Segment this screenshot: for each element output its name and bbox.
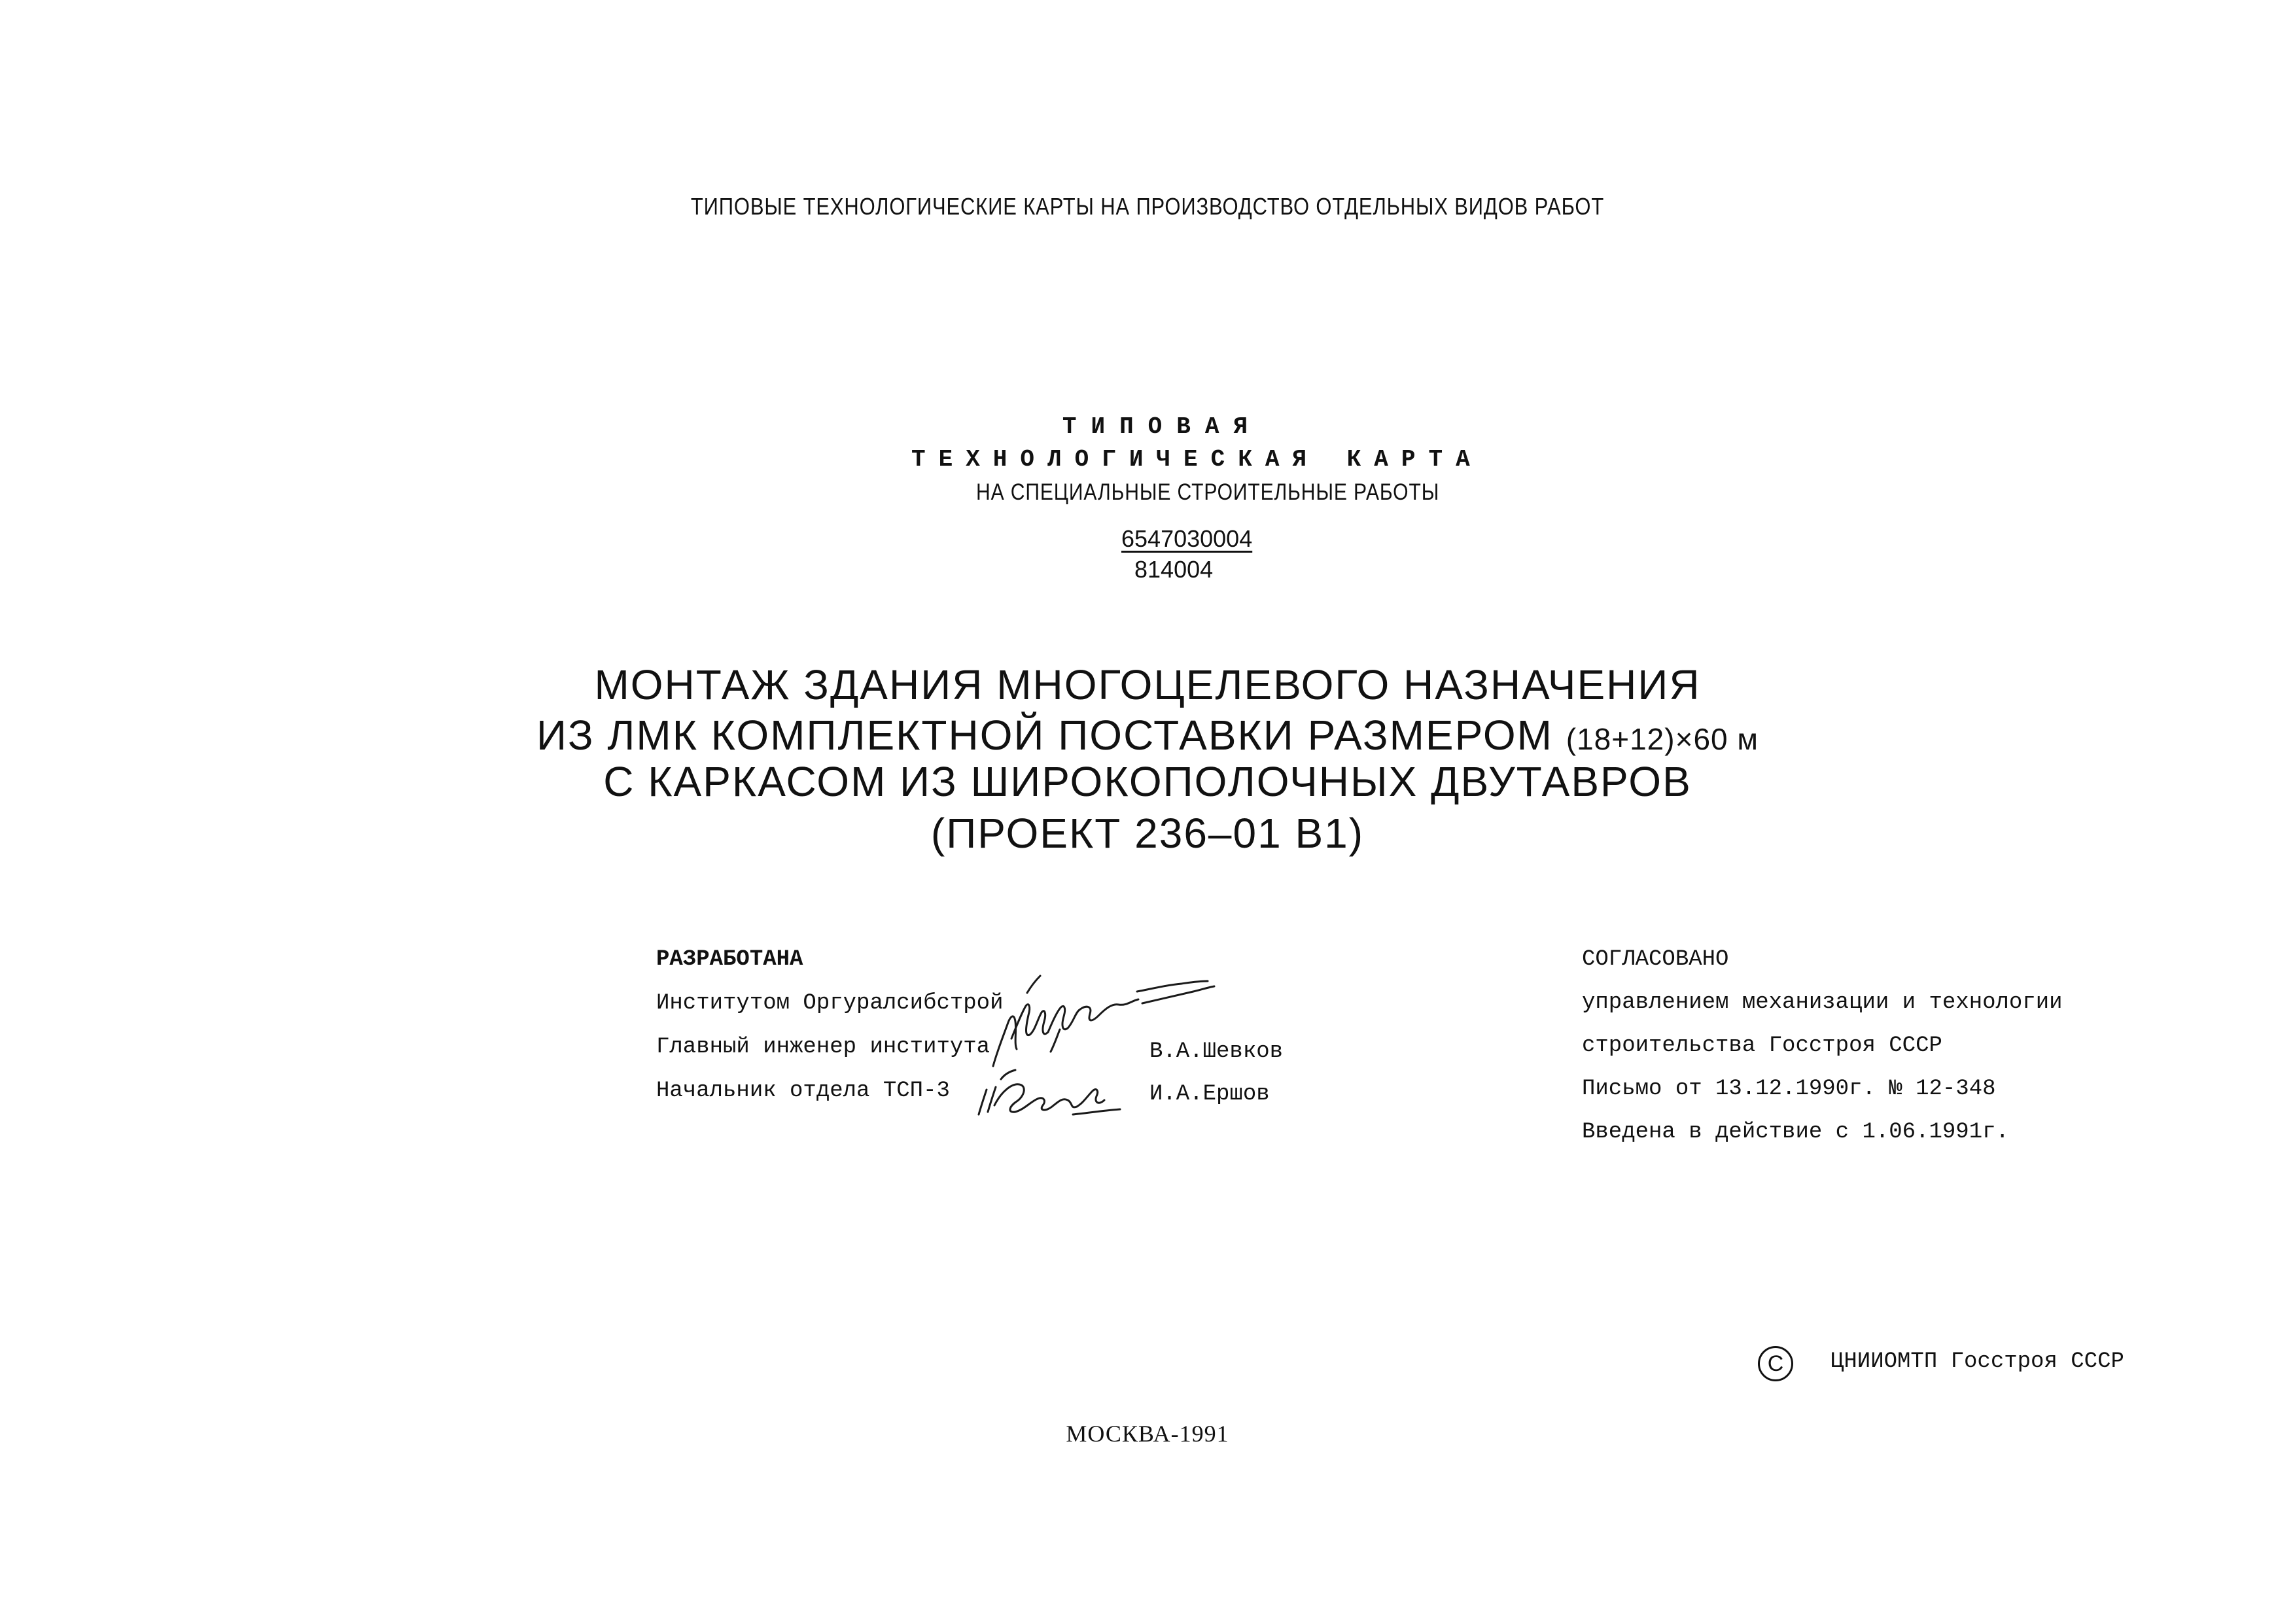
- dept-head-name: И.А.Ершов: [1149, 1082, 1270, 1107]
- title-line2: [0, 711, 2295, 759]
- doc-type-line3: НА СПЕЦИАЛЬНЫЕ СТРОИТЕЛЬНЫЕ РАБОТЫ: [976, 479, 1440, 505]
- chief-engineer-role: Главный инженер института: [656, 1035, 990, 1060]
- developed-block: [656, 947, 1004, 1122]
- agreed-line4: Введена в действие с 1.06.1991г.: [1582, 1120, 2009, 1145]
- title-line1: МОНТАЖ ЗДАНИЯ МНОГОЦЕЛЕВОГО НАЗНАЧЕНИЯ: [594, 661, 1701, 708]
- signature-dept-head: [975, 1060, 1132, 1125]
- copyright-icon: C: [1758, 1346, 1793, 1381]
- agreed-line3: Письмо от 13.12.1990г. № 12-348: [1582, 1077, 1996, 1101]
- doc-type-line1: ТИПОВАЯ: [1062, 413, 1263, 440]
- doc-code-numerator: 6547030004: [1121, 525, 1253, 552]
- agreed-line1: управлением механизации и технологии: [1582, 990, 2063, 1015]
- doc-code-denominator: 814004: [1134, 556, 1214, 583]
- agreed-line2: строительства Госстроя СССР: [1582, 1033, 1942, 1058]
- city-year: МОСКВА-1991: [1066, 1421, 1229, 1447]
- copyright-holder: ЦНИИОМТП Госстроя СССР: [1831, 1349, 2124, 1374]
- developed-institute: Институтом Оргуралсибстрой: [656, 991, 1004, 1016]
- agreed-block: [1582, 947, 2063, 1163]
- chief-engineer-name: В.А.Шевков: [1149, 1039, 1284, 1064]
- signature-chief-engineer: [988, 967, 1236, 1071]
- developed-heading: РАЗРАБОТАНА: [656, 947, 803, 972]
- doc-type-line2: ТЕХНОЛОГИЧЕСКАЯ КАРТА: [911, 446, 1483, 473]
- series-title: ТИПОВЫЕ ТЕХНОЛОГИЧЕСКИЕ КАРТЫ НА ПРОИЗВОДСТВО ОТДЕЛЬНЫХ ВИДОВ РАБОТ: [690, 193, 1605, 220]
- title-line2-main: ИЗ ЛМК КОМПЛЕКТНОЙ ПОСТАВКИ РАЗМЕРОМ: [536, 712, 1553, 759]
- title-line4: (ПРОЕКТ 236–01 В1): [930, 810, 1365, 857]
- dept-head-role: Начальник отдела ТСП-3: [656, 1079, 950, 1103]
- title-line3: С КАРКАСОМ ИЗ ШИРОКОПОЛОЧНЫХ ДВУТАВРОВ: [603, 758, 1692, 805]
- title-line2-size: (18+12)×60 м: [1566, 722, 1759, 756]
- agreed-heading: СОГЛАСОВАНО: [1582, 947, 1729, 972]
